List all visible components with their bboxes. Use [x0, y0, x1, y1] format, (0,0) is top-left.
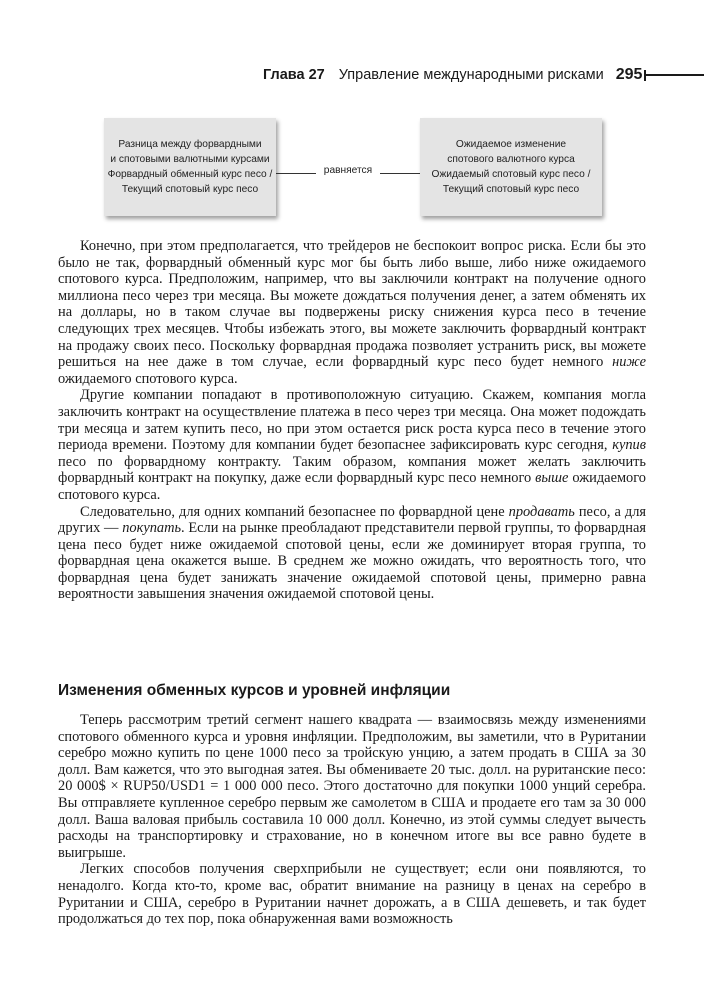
paragraph-conclusion: Следовательно, для одних компаний безопаснее по форвардной цене продавать песо, а для других — покупать. Если на рынке преобладают представители первой группы, то форвардная цена песо будет ниже ожидаемой спотовой цены, если же доминирует вторая группа, то форвардная цена окажется выше. В среднем же можно ожидать, что вероятность того, что форвардная цена будет занижать значение ожидаемой спотовой цены, примерно равна вероятности завышения значения ожидаемой спотовой цены.: [58, 503, 646, 603]
header-rule: [644, 70, 704, 81]
emphasis-lower: ниже: [612, 354, 646, 371]
chapter-title: Управление международными рисками: [338, 67, 604, 83]
emphasis-higher: выше: [535, 470, 569, 487]
running-head: [263, 64, 704, 86]
left-box-line-1: Разница между форвардными: [118, 139, 262, 150]
paragraph-opposite-situation: Другие компании попадают в противоположную ситуацию. Скажем, компания могла заключить контракт на осуществление платежа в песо через три месяца. Она может подождать три месяца и затем купить песо, но при этом остается риск роста курса песо в течение этого периода времени. Поэтому для компании будет безопаснее зафиксировать курс сегодня, купив песо по форвардному контракту. Таким образом, компания может желать заключить форвардный контракт на покупку, даже если форвардный курс песо немного выше ожидаемого спотового курса.: [58, 387, 646, 503]
right-box-line-3: Ожидаемый спотовый курс песо /: [431, 169, 591, 180]
equals-label: равняется: [323, 165, 373, 176]
emphasis-buying: купив: [612, 437, 646, 454]
formula-diagram: [104, 118, 602, 222]
body-text-top: [58, 238, 646, 603]
page-number: 295: [615, 66, 643, 83]
connector-left: [276, 173, 316, 174]
header-rule-line: [646, 74, 704, 76]
expected-spot-change-box: [420, 118, 602, 216]
body-text-bottom: [58, 712, 646, 928]
left-box-line-3: Форвардный обменный курс песо /: [107, 169, 273, 180]
emphasis-sell: продавать: [508, 503, 575, 520]
left-box-line-4: Текущий спотовый курс песо: [121, 184, 259, 195]
paragraph-risk-assumption: Конечно, при этом предполагается, что трейдеров не беспокоит вопрос риска. Если бы это было не так, форвардный обменный курс мог бы быть либо выше, либо ниже ожидаемого спотового курса. Предположим, например, что вы заключили контракт на получение одного миллиона песо через три месяца. Вы можете дождаться получения денег, а затем обменять их на доллары, но в таком случае вы подвержены риску снижения курса песо в течение следующих трех месяцев. Чтобы избежать этого, вы можете заключить форвардный контракт на продажу своих песо. Поскольку форвардная продажа позволяет устранить риск, вы можете решиться на нее даже в том случае, если форвардный курс песо будет немного ниже ожидаемого спотового курса.: [58, 238, 646, 387]
right-box-line-2: спотового валютного курса: [447, 154, 575, 165]
forward-spot-difference-box: [104, 118, 276, 216]
chapter-label: Глава 27: [263, 67, 325, 83]
left-box-line-2: и спотовыми валютными курсами: [110, 154, 270, 165]
connector-right: [380, 173, 420, 174]
section-heading: Изменения обменных курсов и уровней инфляции: [58, 682, 451, 699]
paragraph-no-easy-profit: Легких способов получения сверхприбыли не существует; если они появляются, то ненадолго. Когда кто-то, кроме вас, обратит внимание на разницу в ценах на серебро в Руритании и США, серебро в Руритании начнет дорожать, а в США дешеветь, и так будет продолжаться до тех пор, пока обнаруженная вами возможность: [58, 861, 646, 928]
emphasis-buy: покупать: [122, 520, 182, 537]
paragraph-silver-example: Теперь рассмотрим третий сегмент нашего квадрата — взаимосвязь между изменениями спотового обменного курса и уровня инфляции. Предположим, вы заметили, что в Руритании серебро можно купить по цене 1000 песо за тройскую унцию, а затем продать в США за 30 долл. Вам кажется, что это выгодная затея. Вы обмениваете 20 тыс. долл. на руританские песо: 20 000$ × RUP50/USD1 = 1 000 000 песо. Этого достаточно для покупки 1000 унций серебра. Вы отправляете купленное серебро первым же самолетом в США и продаете его там за 30 000 долл. Ваша валовая прибыль составила 10 000 долл. Конечно, из этой суммы следует вычесть расходы на транспортировку и страхование, но в конечном итоге вы все равно будете в выигрыше.: [58, 712, 646, 861]
right-box-line-4: Текущий спотовый курс песо: [442, 184, 580, 195]
right-box-line-1: Ожидаемое изменение: [455, 139, 567, 150]
